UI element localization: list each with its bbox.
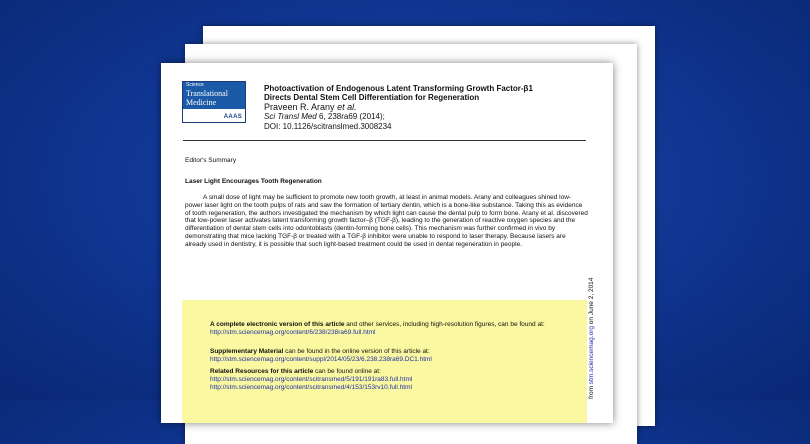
header-divider	[183, 140, 586, 141]
article-author	[264, 102, 594, 112]
article-doi: DOI: 10.1126/scitranslmed.3008234	[264, 122, 392, 131]
full-version-notice	[210, 321, 570, 337]
citation-details: 6, 238ra69 (2014);	[319, 112, 385, 121]
resources-box	[182, 300, 587, 423]
author-suffix: et al.	[337, 102, 357, 112]
related-link-2[interactable]: http://stm.sciencemag.org/content/scitransmed/4/153/153rv10.full.html	[210, 383, 412, 391]
title-line-2: Directs Dental Stem Cell Differentiation for Regeneration	[264, 93, 480, 102]
supplementary-link[interactable]: http://stm.sciencemag.org/content/suppl/2014/05/23/6.238.238ra69.DC1.html	[210, 355, 432, 363]
logo-name-line1: Translational	[186, 89, 228, 98]
document-page	[161, 63, 613, 423]
article-citation	[264, 112, 594, 122]
citation-journal: Sci Transl Med	[264, 112, 317, 121]
summary-heading: Laser Light Encourages Tooth Regeneration	[185, 178, 322, 185]
summary-body: A small dose of light may be sufficient to promote new tooth growth, at least in animal models. Arany and colleagues shined low-power laser light on the tooth pulps of rats and saw the formation of tertiary dentin, which is a bone-like substance. Taking this as evidence of tooth regeneration, the authors investigated the mechanism by which light can cause the dental pulp to form bone. Arany et al. discovered that low-power laser activates latent transforming growth factor–β (TGF-β), leading to the generation of reactive oxygen species and the differentiation of dental stem cells into odontoblasts (dentin-forming bone cells). This mechanism was further confirmed in vivo by demonstrating that mice lacking TGF-β or treated with a TGF-β inhibitor were unable to respond to laser therapy. Because lasers are already used in dentistry, it is possible that such light-based treatment could be used in dental regeneration in people.	[185, 194, 588, 248]
download-note-prefix: from	[588, 384, 595, 399]
related-resources-notice	[210, 368, 570, 391]
title-line-1: Photoactivation of Endogenous Latent Transforming Growth Factor-β1	[264, 84, 533, 93]
download-note	[588, 219, 595, 399]
logo-name-line2: Medicine	[186, 98, 217, 107]
related-text: can be found online at:	[313, 368, 381, 375]
author-name: Praveen R. Arany	[264, 102, 335, 112]
related-link-1[interactable]: http://stm.sciencemag.org/content/scitransmed/5/191/191ra83.full.html	[210, 375, 413, 383]
logo-small-text: Science	[186, 82, 204, 88]
related-bold: Related Resources for this article	[210, 368, 314, 375]
supplementary-bold: Supplementary Material	[210, 348, 284, 355]
download-note-date: on June 2, 2014	[588, 277, 595, 327]
full-version-bold: A complete electronic version of this article	[210, 321, 345, 328]
journal-logo	[182, 81, 246, 123]
publisher-mark: AAAS	[223, 114, 242, 120]
supplementary-notice	[210, 348, 570, 364]
editors-summary-label: Editor's Summary	[185, 157, 237, 164]
full-version-text: and other services, including high-resolution figures, can be found at:	[344, 321, 545, 328]
download-note-link[interactable]: stm.sciencemag.org	[588, 326, 595, 385]
article-header	[264, 84, 594, 132]
full-version-link[interactable]: http://stm.sciencemag.org/content/6/238/238ra69.full.html	[210, 328, 376, 336]
supplementary-text: can be found in the online version of this article at:	[283, 348, 430, 355]
article-title	[264, 84, 594, 102]
